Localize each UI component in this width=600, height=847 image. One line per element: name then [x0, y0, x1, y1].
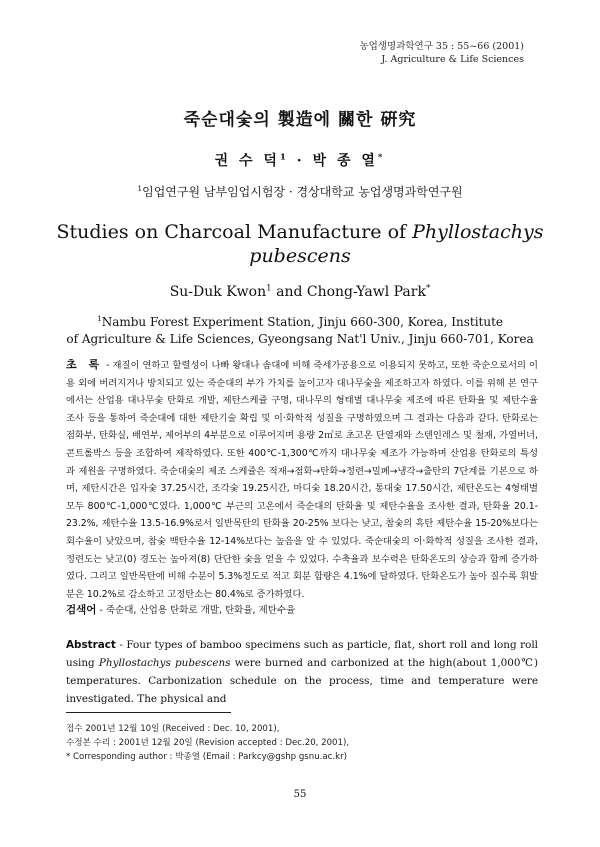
- english-affiliation: [0, 314, 600, 348]
- footnote-divider: [66, 712, 231, 713]
- korean-author-1-mark: 1: [279, 152, 289, 163]
- keywords-text: - 죽순대, 산업용 탄화로 개발, 탄화율, 제탄수율: [96, 605, 296, 616]
- footnote-received: 접수 2001년 12월 10일 (Received : Dec. 10, 2001),: [66, 724, 280, 734]
- korean-affiliation: [0, 183, 600, 200]
- korean-author-1: 권 수 덕: [214, 153, 280, 169]
- english-title-plain: Studies on Charcoal Manufacture of: [56, 221, 413, 243]
- footnotes: [66, 722, 538, 764]
- english-abstract-text-1: - Four types of bamboo specimens such as particle, flat, short roll and long roll using: [66, 639, 538, 669]
- korean-abstract: [66, 356, 538, 603]
- korean-abstract-label: 초 록: [66, 358, 104, 371]
- keywords-label: 검색어: [66, 604, 97, 616]
- english-author-2: Chong-Yawl Park: [306, 284, 426, 300]
- english-affiliation-line-1: Nambu Forest Experiment Station, Jinju 660-300, Korea, Institute: [101, 315, 504, 329]
- english-affiliation-line-2: of Agriculture & Life Sciences, Gyeongsang Nat'l Univ., Jinju 660-701, Korea: [66, 332, 534, 346]
- english-authors: [0, 284, 600, 300]
- english-author-1: Su-Duk Kwon: [169, 284, 267, 300]
- korean-author-2-mark: *: [377, 152, 386, 163]
- journal-header: [359, 40, 524, 66]
- korean-authors: [0, 150, 600, 170]
- english-abstract-label: Abstract: [66, 639, 116, 651]
- footnote-accepted: 수정본 수리 : 2001년 12월 20일 (Revision accepted : Dec.20, 2001),: [66, 738, 350, 748]
- footnote-corresponding-author: * Corresponding author : 박종열 (Email : Parkcy@gshp gsnu.ac.kr): [66, 752, 347, 762]
- english-affiliation-mark: 1: [96, 314, 102, 323]
- korean-author-2: 박 종 열: [312, 153, 378, 169]
- korean-abstract-text: - 재질이 연하고 할렬성이 나빠 왕대나 솜대에 비해 죽세가공용으로 이용되지 못하고, 또한 죽순으로서의 이용 외에 버려지거나 방치되고 있는 죽순대의 부가 가치를 높이고자 대나무숯을 제조하고자 하였다. 이를 위해 본 연구에서는 산업용 대나무숯 탄화로 개발, 제탄스케쥴 구명, 대나무의 형태별 대나무숯 제조에 따른 탄화율 및 제탄수율 조사 등을 통하여 죽순대에 대한 제탄기술 확립 및 이·화학적 성질을 구명하였으며 그 결과는 다음과 같다. 탄화로는 점화부, 탄화실, 배연부, 제어부의 4부분으로 이루어지며 용량 2㎥로 초고온 단열재와 스텐인레스 및 철재, 가열버너, 콘트롤박스 등을 조합하여 제작하였다. 또한 400℃-1,300℃까지 대나무숯 제조가 가능하며 산업용 탄화로의 특성과 제원을 구명하였다. 죽순대숯의 제조 스케쥴은 적재→점화→탄화→정련→밀폐→냉각→출탄의 7단계를 기본으로 하며, 제탄시간은 입자숯 37.25시간, 조각숯 19.25시간, 마디숯 18.20시간, 통대숯 17.50시간, 제탄온도는 4형태별 모두 800℃-1,000℃였다. 1,000℃ 부근의 고온에서 죽순대의 탄화율 및 제탄수율을 조사한 결과, 탄화율 20.1-23.2%, 제탄수율 13.5-16.9%로서 일반목탄의 탄화율 20-25% 보다는 낮고, 참숯의 흑탄 제탄수율 15-20%보다는 회수율이 낮았으며, 참숯 백탄수율 12-14%보다는 높음을 알 수 있었다. 죽순대숯의 이·화학적 성질을 조사한 결과, 정련도는 낮고(0) 경도는 높아져(8) 단단한 숯을 얻을 수 있었다. 수축율과 보수력은 탄화온도의 상승과 함께 증가하였다. 그리고 일반목탄에 비해 수분이 5.3%정도로 적고 회분 함량은 4.1%에 달하였다. 탄화온도가 높아 질수록 휘발분은 10.2%로 감소하고 고정탄소는 80.4%로 증가하였다.: [66, 360, 538, 600]
- english-author-2-mark: *: [425, 283, 431, 294]
- page-number: 55: [293, 789, 307, 800]
- korean-title: 죽순대숯의 製造에 關한 硏究: [183, 110, 417, 130]
- korean-affiliation-text: 임업연구원 남부임업시험장 · 경상대학교 농업생명과학연구원: [142, 185, 463, 199]
- english-title-italic-1: Phyllostachys: [412, 221, 544, 243]
- korean-author-separator: ·: [288, 153, 313, 169]
- keywords: [66, 602, 538, 617]
- journal-name: J. Agriculture & Life Sciences: [381, 54, 524, 65]
- english-title-italic-2: pubescens: [249, 245, 351, 267]
- journal-citation: 농업생명과학연구 35 : 55~66 (2001): [359, 41, 524, 52]
- english-abstract-species: Phyllostachys pubescens: [98, 657, 231, 669]
- english-author-1-mark: 1: [266, 283, 272, 294]
- english-abstract-text-2: were burned and carbonized at the high(about 1,000℃) temperatures. Carbonization schedule on the process, time and temperature were investigated. The physical and: [66, 657, 539, 705]
- korean-affiliation-mark: 1: [137, 184, 143, 193]
- english-abstract: [66, 636, 538, 708]
- english-author-conjunction: and: [271, 284, 307, 300]
- english-title: [0, 220, 600, 268]
